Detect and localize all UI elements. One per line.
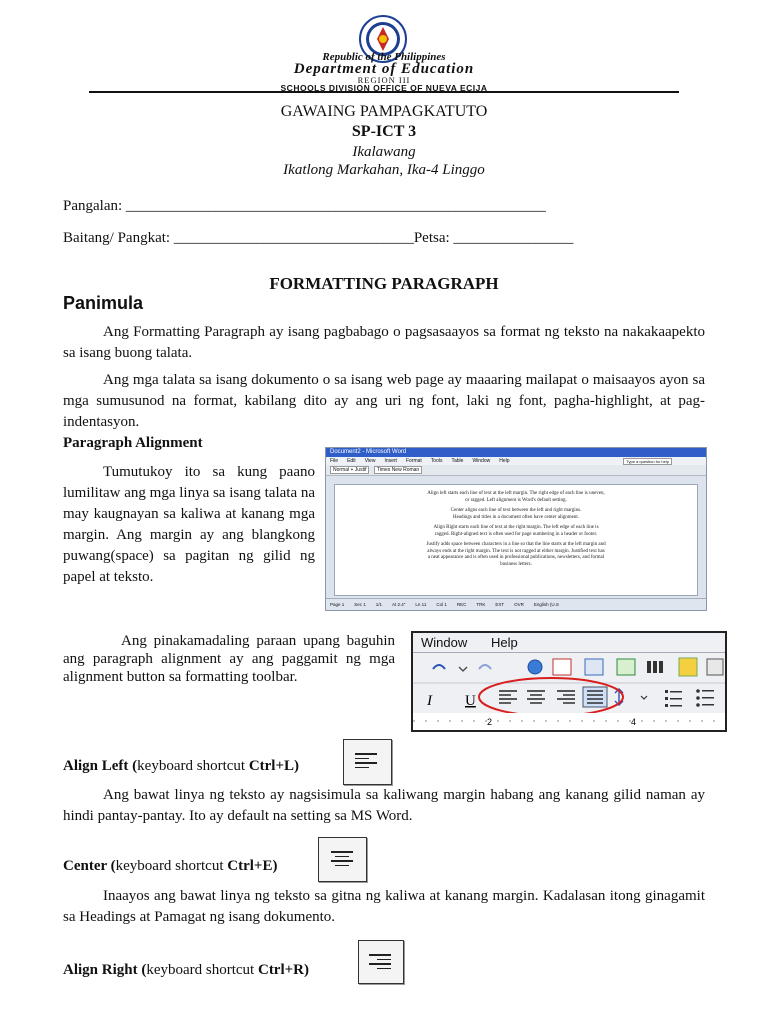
chevron-down-icon: [459, 667, 467, 671]
ruler: [413, 713, 725, 731]
word-status-item: Col 1: [436, 602, 447, 607]
word-menu-item: Window: [472, 458, 491, 464]
align-left-button-image: [343, 739, 392, 785]
word-status-item: REC: [456, 602, 467, 607]
panimula-paragraph-2: Ang mga talata sa isang dokumento o sa isang web page ay maaaring mailapat o maisaayos ayon sa mga sumusunod na format, kabilang dito ay ang uri ng font, laki ng font, pagha-highlight, at pag-indentasyon.: [63, 372, 705, 430]
header-region: REGION III: [357, 75, 411, 85]
word-menu-item: Tools: [430, 458, 443, 464]
word-status-item: TRK: [476, 602, 486, 607]
align-right-heading: Align Right (keyboard shortcut Ctrl+R): [63, 962, 310, 978]
columns-icon: [647, 661, 663, 673]
word-help-box: Type a question for help: [623, 458, 672, 465]
alignment-paragraph-2: Ang pinakamadaling paraan upang baguhin ang paragraph alignment ay ang paggamit ng mga alignment button sa formatting toolbar.: [63, 633, 395, 685]
toolbar-menu-help: Help: [491, 635, 518, 650]
panimula-paragraph-1: Ang Formatting Paragraph ay isang pagbabago o pagsasaayos sa format ng teksto na nakakaapekto sa isang buong talata.: [63, 324, 705, 361]
word-status-bar: [326, 598, 706, 610]
word-document-page: [334, 484, 698, 596]
center-button-image: [318, 837, 367, 882]
excel-sheet-icon: [617, 659, 635, 675]
word-toolbar: [326, 465, 706, 476]
subject-code: SP-ICT 3: [351, 123, 417, 140]
word-menu-bar: [326, 457, 706, 465]
word-doc-line: Center aligns each line of text between the left and right margins.: [450, 508, 582, 513]
header-republic: Republic of the Philippines: [322, 51, 446, 63]
grade-date-field: Baitang/ Pangkat: ________________________________Petsa: ________________: [63, 230, 574, 246]
numbering-icon: [665, 690, 682, 707]
word-status-item: Page 1: [330, 602, 345, 607]
word-doc-line: a neat appearance and is often used in professional publications, newsletters, and formal: [427, 555, 605, 560]
drawing-icon: [679, 658, 697, 676]
redo-icon: [479, 665, 491, 669]
word-status-item: English (U.S: [533, 602, 559, 607]
align-left-icon: [355, 750, 377, 771]
svg-text:4: 4: [631, 717, 637, 727]
word-doc-line: always ends at the right margin. The text is not ragged at either margin. Justified text has: [427, 548, 605, 554]
svg-text:2: 2: [487, 717, 493, 727]
header-department: Department of Education: [293, 61, 475, 77]
underline-icon: U: [465, 693, 476, 709]
word-menu-item: View: [364, 458, 376, 464]
align-left-icon: [499, 691, 517, 703]
italic-icon: I: [427, 693, 432, 709]
word-style-box: Normal + Justif: [330, 466, 369, 474]
word-status-item: EXT: [495, 602, 505, 607]
word-menu-item: Edit: [347, 458, 356, 464]
word-doc-line: Justify adds space between characters in a line so that the line starts at the left margin and: [426, 542, 606, 547]
name-field: Pangalan: ________________________________________________________: [63, 198, 546, 214]
center-heading: Center (keyboard shortcut Ctrl+E): [63, 858, 278, 874]
word-status-item: OVR: [514, 602, 524, 607]
line-spacing-dropdown-icon: [641, 696, 647, 699]
section-title: FORMATTING PARAGRAPH: [269, 274, 499, 293]
word-menu-item: Format: [405, 458, 422, 464]
toolbar-menu-window: Window: [421, 635, 468, 650]
align-right-icon: [369, 951, 391, 972]
align-right-icon: [557, 691, 575, 703]
word-menu-item: Insert: [384, 458, 397, 464]
word-doc-line: or ragged. Left alignment is Word's default setting.: [465, 497, 567, 503]
header-rule: [89, 91, 679, 93]
formatting-toolbar-image: [411, 631, 727, 732]
word-doc-line: ragged. Right-aligned text is often used for page numbering in a header or footer.: [434, 531, 598, 537]
justify-button: [583, 687, 607, 707]
quarter-week: Ikatlong Markahan, Ika-4 Linggo: [283, 162, 485, 178]
word-doc-line: Headings and titles in a document often have center alignment.: [452, 514, 580, 520]
word-status-item: Sec 1: [354, 602, 366, 607]
word-status-item: 1/1: [375, 602, 383, 607]
alignment-heading: Paragraph Alignment: [63, 435, 203, 451]
undo-icon: [433, 665, 445, 669]
alignment-paragraph-1: Tumutukoy ito sa kung paano lumilitaw ang mga linya sa isang talata na may kaugnayan sa kaliwa at kanang mga margin. Ang margin ay ang blangkong puwang(space) sa pagitan ng gilid ng papel at teksto.: [63, 464, 316, 585]
align-left-heading: Align Left (keyboard shortcut Ctrl+L): [63, 758, 300, 774]
toolbar-row-2: [426, 678, 714, 716]
word-status-item: Ln 11: [415, 602, 427, 607]
activity-title: GAWAING PAMPAGKATUTO: [280, 103, 488, 120]
panimula-heading: Panimula: [63, 293, 144, 313]
header-division: SCHOOLS DIVISION OFFICE OF NUEVA ECIJA: [280, 83, 488, 93]
word-menu-item: File: [330, 458, 339, 464]
word-status-item: At 2.4": [392, 602, 406, 607]
word-doc-line: business letters.: [500, 561, 532, 567]
align-center-icon: [331, 848, 353, 869]
hyperlink-icon: [528, 660, 542, 674]
bullets-icon: [696, 689, 714, 707]
align-center-icon: [527, 691, 545, 703]
insert-table-icon: [585, 659, 603, 675]
center-description: Inaayos ang bawat linya ng teksto sa gitna ng kaliwa at kanang margin. Kadalasan itong ginagamit sa Headings at Pamagat ng isang dokumento.: [63, 888, 705, 925]
word-window-screenshot: [325, 447, 707, 611]
align-right-button-image: [358, 940, 404, 984]
word-font-box: Times New Roman: [374, 466, 422, 474]
word-menu-item: Help: [499, 458, 510, 464]
word-menu-item: Table: [451, 458, 464, 464]
align-left-description: Ang bawat linya ng teksto ay nagsisimula sa kaliwang margin habang ang kanang gilid naman ay hindi pantay-pantay. Ito ay default na setting sa MS Word.: [63, 787, 705, 824]
semester: Ikalawang: [352, 144, 416, 160]
document-map-icon: [707, 659, 723, 675]
tables-borders-icon: [553, 659, 571, 675]
word-doc-line: Align Right starts each line of text at the right margin. The left edge of each line is: [433, 525, 599, 530]
word-doc-line: Align left starts each line of text at the left margin. The right edge of each line is uneven,: [427, 491, 605, 496]
word-title-bar: Document2 - Microsoft Word: [326, 448, 706, 457]
toolbar-row-1: [433, 658, 723, 676]
